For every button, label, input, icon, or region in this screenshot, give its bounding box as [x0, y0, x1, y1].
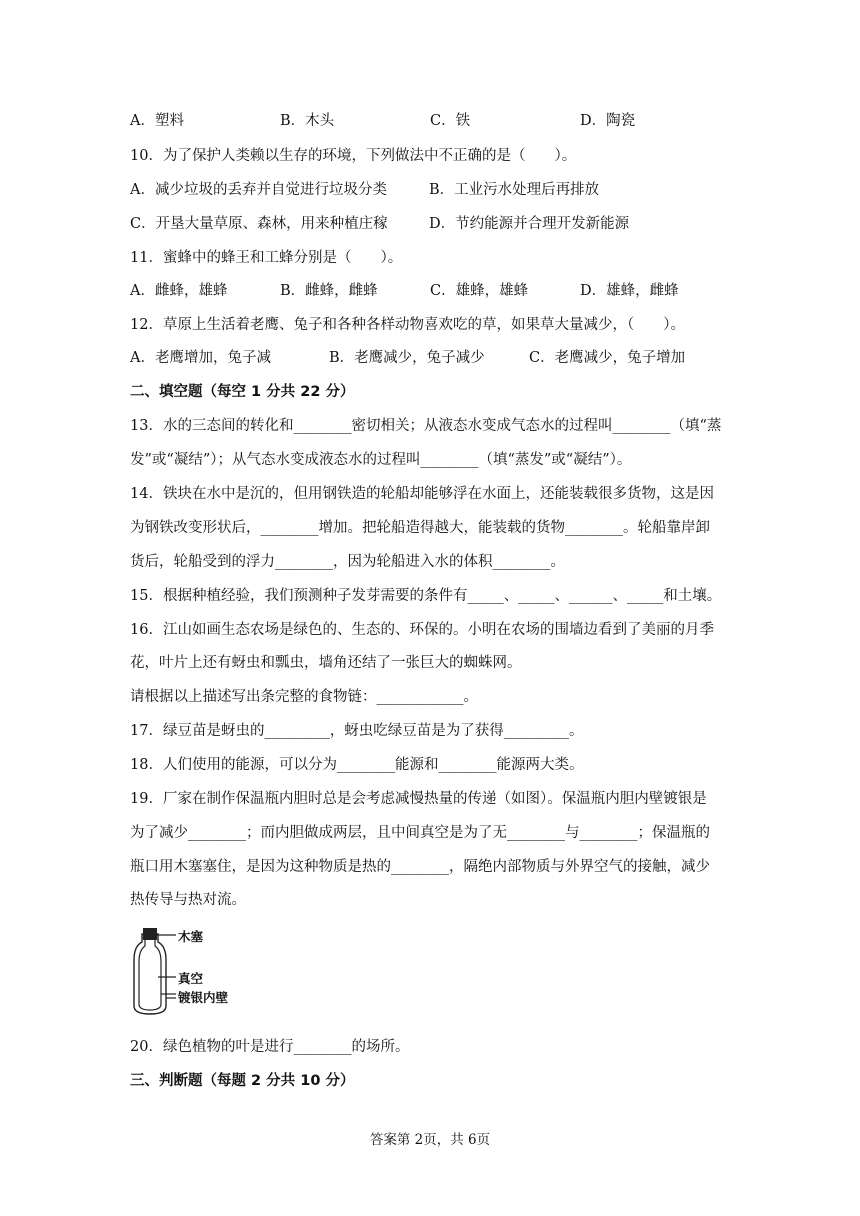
- q12-option-a: A．老鹰增加，兔子减: [130, 350, 271, 366]
- q20-text: 20．绿色植物的叶是进行________的场所。: [130, 1039, 410, 1055]
- q10-option-d: D．节约能源并合理开发新能源: [429, 216, 630, 232]
- q19-line4: 热传导与热对流。: [130, 892, 246, 908]
- q11-option-b: B．雌蜂，雌蜂: [280, 283, 378, 299]
- q14-line2: 为钢铁改变形状后，________增加。把轮船造得越大，能装载的货物________。轮船靠岸卸: [130, 520, 710, 536]
- q11-option-a: A．雌蜂，雄蜂: [130, 283, 228, 299]
- q11-option-c: C．雄蜂，雄蜂: [430, 283, 529, 299]
- q12-option-c: C．老鹰减少，兔子增加: [529, 350, 686, 366]
- q19-line2: 为了减少________；而内胆做成两层，且中间真空是为了无________与________；保温瓶的: [130, 825, 710, 841]
- section-fill-in-heading: 二、填空题（每空 1 分共 22 分）: [130, 384, 355, 400]
- q19-line1: 19．厂家在制作保温瓶内胆时总是会考虑减慢热量的传递（如图）。保温瓶内胆内壁镀银是: [130, 791, 707, 807]
- q10-stem: 10．为了保护人类赖以生存的环境，下列做法中不正确的是（ ）。: [130, 148, 577, 164]
- q18-text: 18．人们使用的能源，可以分为________能源和________能源两大类。: [130, 757, 584, 773]
- q16-line2: 花，叶片上还有蚜虫和瓢虫，墙角还结了一张巨大的蜘蛛网。: [130, 655, 522, 671]
- q19-line3: 瓶口用木塞塞住，是因为这种物质是热的________，隔绝内部物质与外界空气的接触，减少: [130, 859, 710, 875]
- q11-stem: 11．蜜蜂中的蜂王和工蜂分别是（ ）。: [130, 250, 403, 266]
- q13-line2: 发”或“凝结”）；从气态水变成液态水的过程叫________（填“蒸发”或“凝结”）。: [130, 452, 632, 468]
- q9-option-d: D．陶瓷: [580, 113, 636, 129]
- label-cork: 木塞: [178, 929, 204, 944]
- page-footer: 答案第 2页，共 6页: [369, 1132, 491, 1148]
- q10-option-a: A．减少垃圾的丢弃并自觉进行垃圾分类: [130, 182, 387, 198]
- q9-option-b: B．木头: [280, 113, 335, 129]
- q16-line1: 16．江山如画生态农场是绿色的、生态的、环保的。小明在农场的围墙边看到了美丽的月季: [130, 622, 714, 638]
- q12-option-b: B．老鹰减少，兔子减少: [329, 350, 485, 366]
- q16-line3: 请根据以上描述写出条完整的食物链：____________。: [130, 689, 478, 705]
- q14-line1: 14．铁块在水中是沉的，但用钢铁造的轮船却能够浮在水面上，还能装载很多货物，这是因: [130, 486, 714, 502]
- q14-line3: 货后，轮船受到的浮力________，因为轮船进入水的体积________。: [130, 554, 565, 570]
- section-true-false-heading: 三、判断题（每题 2 分共 10 分）: [130, 1073, 355, 1089]
- q12-stem: 12．草原上生活着老鹰、兔子和各种各样动物喜欢吃的草，如果草大量减少，（ ）。: [130, 317, 685, 333]
- cork-shape: [143, 928, 157, 940]
- label-vacuum: 真空: [178, 971, 204, 986]
- q9-option-c: C．铁: [430, 113, 471, 129]
- q17-text: 17．绿豆苗是蚜虫的_________，蚜虫吃绿豆苗是为了获得_________。: [130, 723, 584, 739]
- q15-text: 15．根据种植经验，我们预测种子发芽需要的条件有_____、_____、______、_____和土壤。: [130, 588, 722, 604]
- q10-option-c: C．开垦大量草原、森林，用来种植庄稼: [130, 216, 388, 232]
- q13-line1: 13．水的三态间的转化和________密切相关；从液态水变成气态水的过程叫________（填“蒸: [130, 418, 722, 434]
- label-silvered-wall: 镀银内壁: [178, 990, 229, 1005]
- q10-option-b: B．工业污水处理后再排放: [429, 182, 600, 198]
- q9-option-a: A．塑料: [130, 113, 184, 129]
- thermos-figure: [128, 924, 268, 1018]
- q11-option-d: D．雄蜂，雌蜂: [580, 283, 679, 299]
